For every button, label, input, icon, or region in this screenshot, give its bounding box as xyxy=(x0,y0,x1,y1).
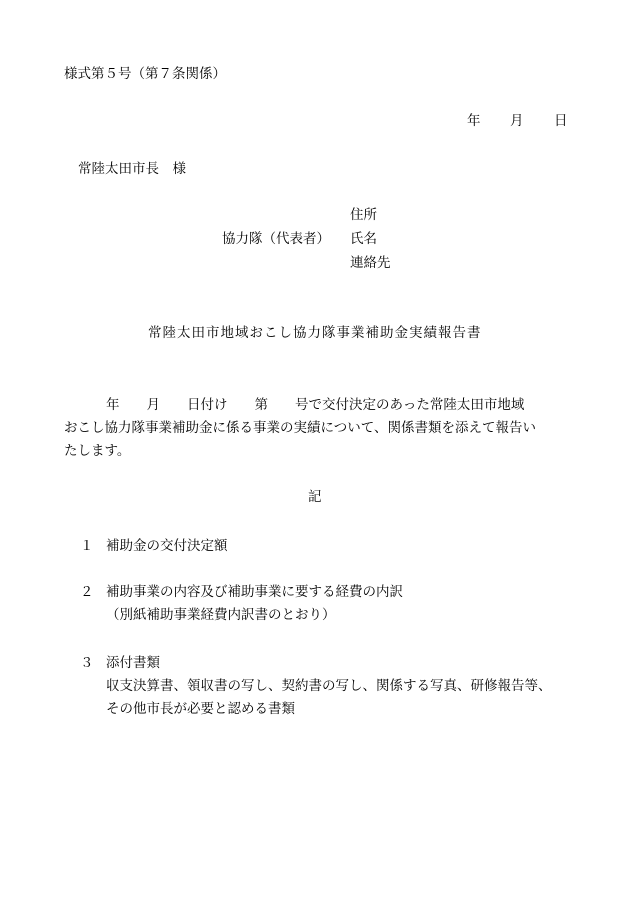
item-3-sub-1: 収支決算書、領収書の写し、契約書の写し、関係する写真、研修報告等、 xyxy=(106,678,552,694)
body-line-1: 年 月 日付け 第 号で交付決定のあった常陸太田市地域 xyxy=(106,397,525,413)
item-3-number: ３ xyxy=(80,655,94,671)
sender-contact-label: 連絡先 xyxy=(350,255,391,271)
item-2-sub: （別紙補助事業経費内訳書のとおり） xyxy=(106,607,336,623)
item-3-label: 添付書類 xyxy=(106,655,160,671)
date-day: 日 xyxy=(554,113,568,129)
date-year: 年 xyxy=(467,113,481,129)
sender-label: 協力隊（代表者） xyxy=(222,231,330,247)
date-month: 月 xyxy=(510,113,524,129)
item-1-label: 補助金の交付決定額 xyxy=(106,538,228,554)
item-2-number: ２ xyxy=(80,584,94,600)
item-3-sub-2: その他市長が必要と認める書類 xyxy=(106,701,295,717)
sender-address-label: 住所 xyxy=(350,207,377,223)
form-number: 様式第５号（第７条関係） xyxy=(64,66,226,82)
addressee: 常陸太田市長 様 xyxy=(78,161,186,177)
document-title: 常陸太田市地域おこし協力隊事業補助金実績報告書 xyxy=(148,325,482,341)
item-2-label: 補助事業の内容及び補助事業に要する経費の内訳 xyxy=(106,584,403,600)
sender-name-label: 氏名 xyxy=(350,231,377,247)
item-1-number: １ xyxy=(80,538,94,554)
body-line-3: たします。 xyxy=(64,443,131,459)
record-heading: 記 xyxy=(308,489,322,505)
body-line-2: おこし協力隊事業補助金に係る事業の実績について、関係書類を添えて報告い xyxy=(64,420,536,436)
